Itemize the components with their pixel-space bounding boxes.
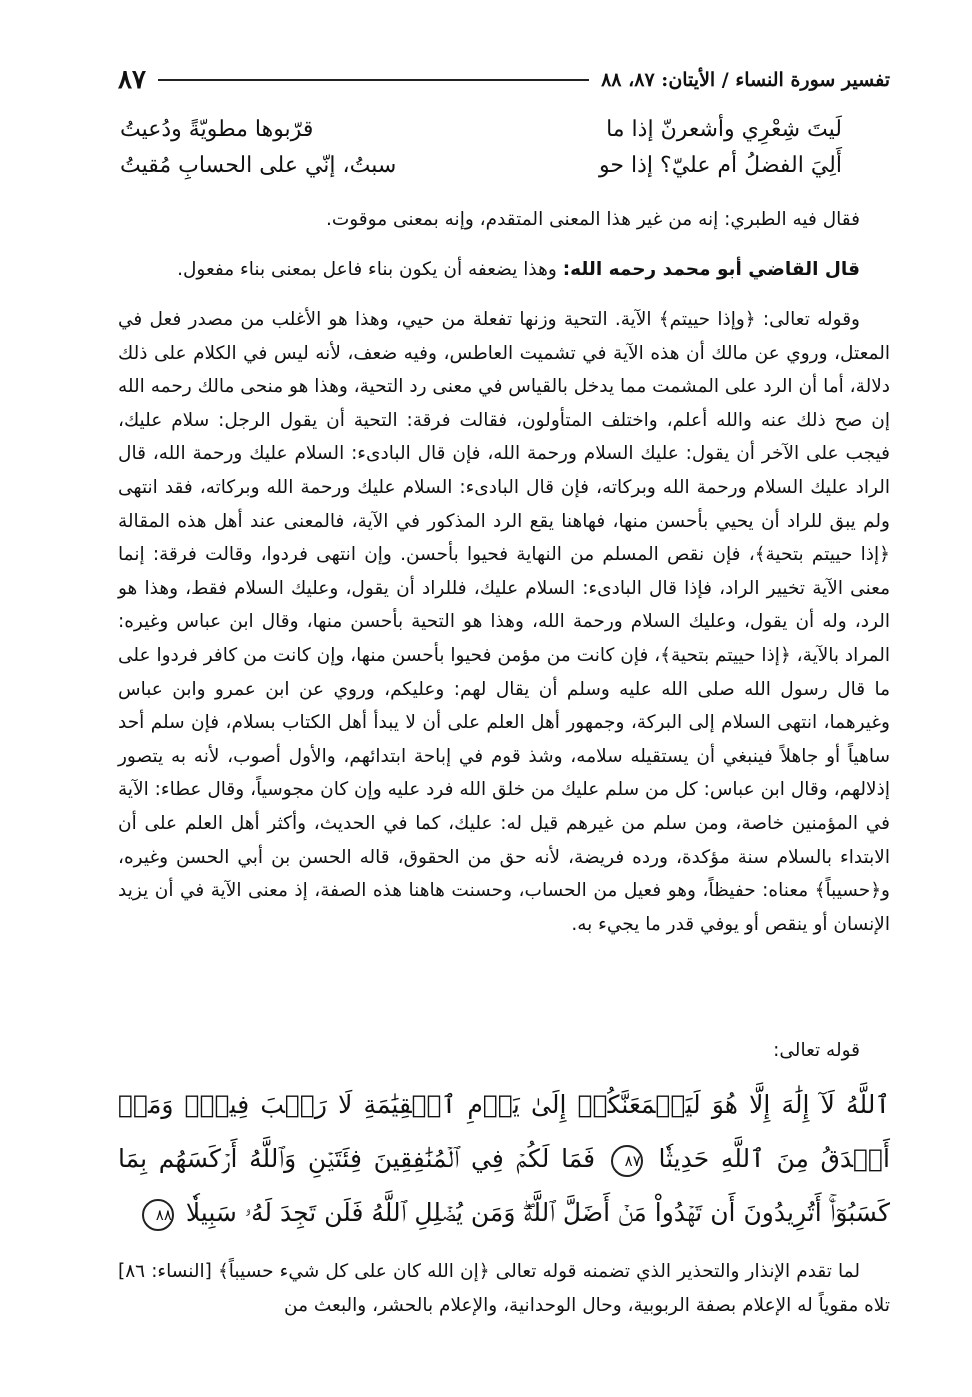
hemistich-left: سبتُ، إنّي على الحسابِ مُقيتُ <box>120 153 397 178</box>
paragraph-closing <box>118 1255 890 1322</box>
page-header <box>118 60 890 100</box>
paragraph <box>118 303 890 941</box>
paragraph-text: فقال فيه الطبري: إنه من غير هذا المعنى المتقدم، وإنه بمعنى موقوت. <box>325 209 860 230</box>
paragraph <box>118 203 890 237</box>
paragraph-text: وهذا يضعفه أن يكون بناء فاعل بمعنى بناء مفعول. <box>177 259 557 280</box>
ayah-number-mark: ٨٧ <box>611 1145 643 1177</box>
quran-verses <box>118 1078 890 1240</box>
paragraph-qawluhu <box>118 1034 890 1068</box>
hemistich-right: أَلِيَ الفضلُ أم عليّ؟ إذا حو <box>599 153 842 178</box>
poem-verse <box>120 112 842 148</box>
poem <box>120 112 842 184</box>
paragraph-text: لما تقدم الإنذار والتحذير الذي تضمنه قوله تعالى ﴿إن الله كان على كل شيء حسيباً﴾ [النساء: ٨٦] تلاه مقوياً له الإعلام بصفة الربوبية، وحال الوحدانية، والإعلام بالحشر، والبعث من <box>118 1261 890 1316</box>
poem-verse <box>120 148 842 184</box>
hemistich-right: لَيتَ شِعْرِي وأشعرنّ إذا ما <box>606 117 842 142</box>
header-rule <box>158 79 589 81</box>
paragraph-qadi <box>118 253 890 287</box>
running-title: تفسير سورة النساء / الأيتان: ٨٧، ٨٨ <box>601 69 890 91</box>
paragraph-tafsir <box>118 303 890 941</box>
page-number: ٨٧ <box>118 65 146 95</box>
paragraph-tabari <box>118 203 890 237</box>
paragraph-text: وقوله تعالى: ﴿وإذا حييتم﴾ الآية. التحية وزنها تفعلة من حيي، وهذا هو الأغلب من مصدر فعل في المعتل، وروي عن مالك أن هذه الآية في تشميت العاطس، وفيه ضعف، لأنه ليس في الكلام على ذلك دلالة، أما أن الرد على المشمت مما يدخل بالقياس في معنى رد التحية، وهذا هو منحى مالك رحمه الله إن صح ذلك عنه والله أعلم، واختلف المتأولون، فقالت فرقة: التحية أن يقول الرجل: سلام عليك، فيجب على الآخر أن يقول: عليك السلام ورحمة الله، فإن قال البادىء: السلام عليك ورحمة الله، قال الراد عليك السلام ورحمة الله وبركاته، فإن قال البادىء: السلام عليك ورحمة الله وبركاته، فقد انتهى ولم يبق للراد أن يحيي بأحسن منها، فهاهنا يقع الرد المذكور في الآية، فالمعنى عند أهل هذه المقالة ﴿إذا حييتم بتحية﴾، فإن نقص المسلم من النهاية فحيوا بأحسن. وإن انتهى فردوا، وقالت فرقة: إنما معنى الآية تخيير الراد، فإذا قال البادىء: السلام عليك، فللراد أن يقول، وعليك السلام فقط، وهذا هو الرد، وله أن يقول، وعليك السلام ورحمة الله، وهذا هو التحية بأحسن منها، وقال ابن عباس وغيره: المراد بالآية، ﴿إذا حييتم بتحية﴾، فإن كانت من مؤمن فحيوا بأحسن منها، وإن كانت من كافر فردوا على ما قال رسول الله صلى الله عليه وسلم أن يقال لهم: وعليكم، وروي عن ابن عمرو وابن عباس وغيرهما، انتهى السلام إلى البركة، وجمهور أهل العلم على أن لا يبدأ أهل الكتاب بسلام، فإن سلم أحد ساهياً أو جاهلاً فينبغي أن يستقيله سلامه، وشذ قوم في إباحة ابتدائهم، والأول أصوب، لأنه به يتصور إذلالهم، وقال ابن عباس: كل من سلم عليك من خلق الله فرد عليه وإن كان مجوسياً، وقال عطاء: الآية في المؤمنين خاصة، ومن سلم من غيرهم قيل له: عليك، كما في الحديث، وأكثر أهل العلم على أن الابتداء بالسلام سنة مؤكدة، ورده فريضة، لأنه حق من الحقوق، قاله الحسن بن أبي الحسن وغيره، و﴿حسيباً﴾ معناه: حفيظاً، وهو فعيل من الحساب، وحسنت هاهنا هذه الصفة، إذ معنى الآية في أن يزيد الإنسان أو ينقص أو يوفي قدر ما يجيء به. <box>118 309 890 935</box>
paragraph <box>118 1034 890 1068</box>
paragraph-text: قوله تعالى: <box>773 1040 860 1061</box>
paragraph <box>118 253 890 287</box>
paragraph <box>118 1255 890 1322</box>
quran-verse-88: فَمَا لَكُمۡ فِي ٱلۡمُنَٰفِقِينَ فِئَتَيۡنِ وَٱللَّهُ أَرۡكَسَهُم بِمَا كَسَبُوٓاْۚ أَتُرِيدُونَ أَن تَهۡدُواْ مَنۡ أَضَلَّ ٱللَّهُۖ وَمَن يُضۡلِلِ ٱللَّهُ فَلَن تَجِدَ لَهُۥ سَبِيلٗا <box>118 1144 890 1227</box>
hemistich-left: قرّبوها مطويّةً ودُعيتُ <box>120 117 314 142</box>
ayah-number-mark: ٨٨ <box>142 1199 174 1231</box>
paragraph-lead: قال القاضي أبو محمد رحمه الله: <box>562 259 860 280</box>
quran-verse-87: ٱللَّهُ لَآ إِلَٰهَ إِلَّا هُوَ لَيَجۡمَعَنَّكُمۡ إِلَىٰ يَوۡمِ ٱلۡقِيَٰمَةِ لَا رَيۡبَ فِيهِۗ وَمَنۡ أَصۡدَقُ مِنَ ٱللَّهِ حَدِيثٗا <box>118 1090 890 1173</box>
